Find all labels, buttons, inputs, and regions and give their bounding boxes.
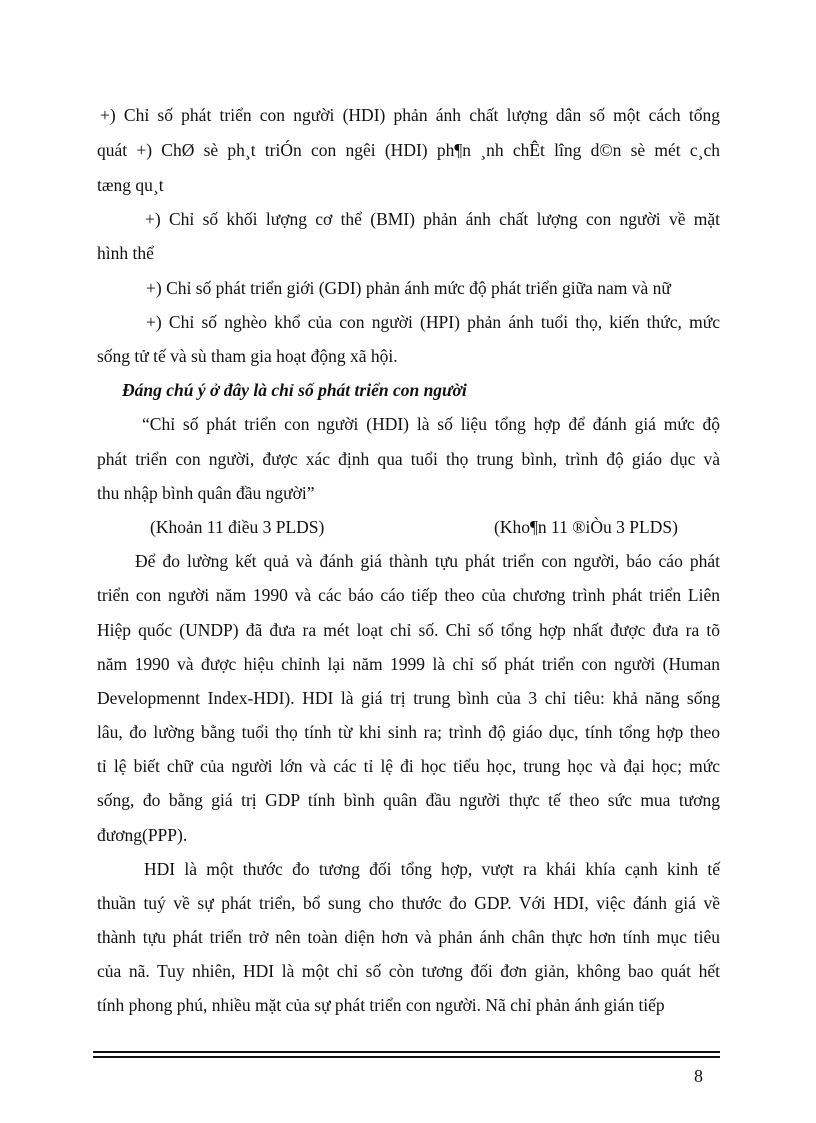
text-line: sống tử tế và sù tham gia hoạt động xã hội. (97, 346, 398, 366)
citation-right: (Kho¶n 11 ®iÒu 3 PLDS) (494, 517, 678, 537)
text-line: +) Chỉ số khối lượng cơ thể (BMI) phản ánh chất lượng con người về mặt (145, 209, 720, 229)
text-line: thành tựu phát triển trở nên toàn diện hơn và phản ánh chân thực hơn tính mục tiêu (97, 927, 720, 947)
text-line: +) Chỉ số phát triển giới (GDI) phản ánh mức độ phát triển giữa nam và nữ (146, 278, 671, 298)
text-line: +) Chỉ số nghèo khổ của con người (HPI) phản ánh tuổi thọ, kiến thức, mức (146, 312, 720, 332)
citation-left: (Khoản 11 điều 3 PLDS) (150, 517, 325, 537)
footer-rule-bottom (93, 1056, 720, 1058)
section-heading: Đáng chú ý ở đây là chỉ số phát triển con người (122, 380, 467, 400)
page-number: 8 (694, 1066, 703, 1086)
text-line: tính phong phú, nhiều mặt của sự phát triển con người. Nã chỉ phản ánh gián tiếp (97, 995, 665, 1015)
text-line: lâu, đo lường bằng tuổi thọ tính từ khi sinh ra; trình độ giáo dục, tính tổng hợp theo (97, 722, 720, 742)
text-line: +) Chỉ số phát triển con người (HDI) phản ánh chất lượng dân số một cách tổng (100, 105, 720, 125)
text-line: sống, đo bằng giá trị GDP tính bình quân đầu người thực tế theo sức mua tương (97, 790, 720, 810)
quote-line: thu nhập bình quân đầu người” (97, 483, 315, 503)
text-line: triển con người năm 1990 và các báo cáo tiếp theo của chương trình phát triển Liên (97, 585, 720, 605)
text-line: năm 1990 và được hiệu chỉnh lại năm 1999 là chỉ số phát triển con người (Human (97, 654, 720, 674)
text-line: của nã. Tuy nhiên, HDI là một chỉ số còn tương đối đơn giản, không bao quát hết (97, 961, 720, 981)
text-line: đương(PPP). (97, 825, 188, 845)
text-line: tỉ lệ biết chữ của người lớn và các tỉ lệ đi học tiểu học, trung học và đại học; mức (97, 756, 720, 776)
text-line: Hiệp quốc (UNDP) đã đưa ra mét loạt chỉ số. Chỉ số tổng hợp nhất được đưa ra tõ (97, 620, 720, 640)
text-line: quát +) ChØ sè ph¸t triÓn con ngêi (HDI) ph¶n ¸nh chÊt lîng d©n sè mét c¸ch (97, 140, 720, 160)
footer-rule-top (93, 1051, 720, 1053)
text-line: tæng qu¸t (97, 175, 164, 195)
quote-line: phát triển con người, được xác định qua tuổi thọ trung bình, trình độ giáo dục và (97, 449, 720, 469)
text-line: HDI là một thước đo tương đối tổng hợp, vượt ra khái khía cạnh kinh tế (144, 859, 720, 879)
text-line: Developmennt Index-HDI). HDI là giá trị trung bình của 3 chỉ tiêu: khả năng sống (97, 688, 720, 708)
quote-line: “Chỉ số phát triển con người (HDI) là số liệu tổng hợp để đánh giá mức độ (142, 414, 720, 434)
text-line: hình thể (97, 243, 154, 263)
text-line: thuần tuý về sự phát triển, bổ sung cho thước đo GDP. Với HDI, việc đánh giá về (97, 893, 720, 913)
text-line: Để đo lường kết quả và đánh giá thành tựu phát triển con người, báo cáo phát (135, 551, 720, 571)
